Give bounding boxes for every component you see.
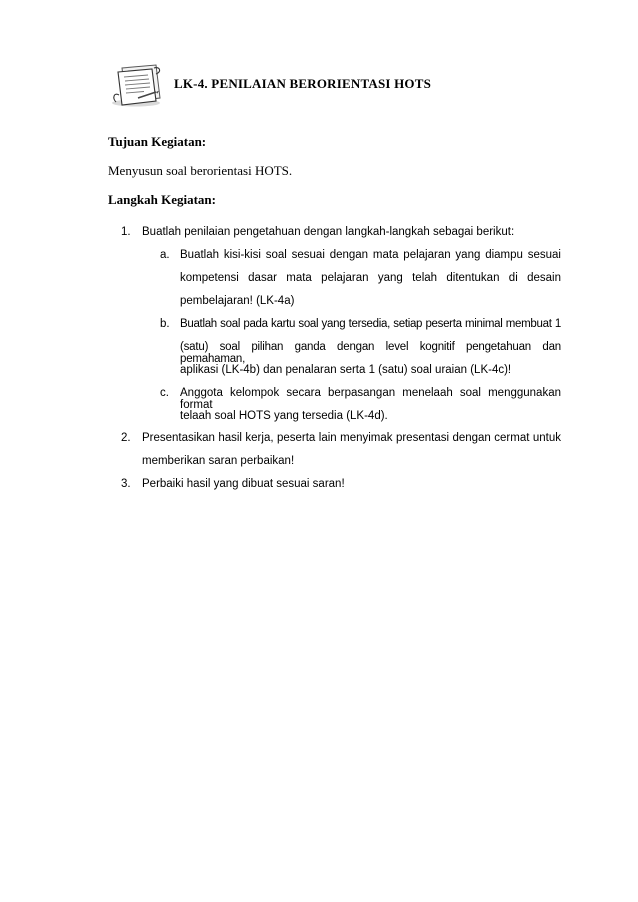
- substep-letter: a.: [160, 249, 170, 261]
- substep-text-line: Anggota kelompok secara berpasangan menelaah soal menggunakan format: [180, 387, 561, 411]
- step-text-line: Perbaiki hasil yang dibuat sesuai saran!: [142, 478, 345, 490]
- worksheet-header: [108, 62, 528, 110]
- step-number: 1.: [121, 226, 131, 238]
- substep-text-line: (satu) soal pilihan ganda dengan level kognitif pengetahuan dan pemahaman,: [180, 341, 561, 365]
- langkah-heading: Langkah Kegiatan:: [108, 192, 216, 207]
- substep-text-line: Buatlah soal pada kartu soal yang tersedia, setiap peserta minimal membuat 1: [180, 318, 561, 330]
- step-text-line: Buatlah penilaian pengetahuan dengan langkah-langkah sebagai berikut:: [142, 226, 515, 238]
- step-number: 3.: [121, 478, 131, 490]
- step-text-line: Presentasikan hasil kerja, peserta lain menyimak presentasi dengan cermat untuk: [142, 432, 561, 444]
- substep-text-line: Buatlah kisi-kisi soal sesuai dengan mata pelajaran yang diampu sesuai: [180, 249, 561, 261]
- substep-text-line: telaah soal HOTS yang tersedia (LK-4d).: [180, 410, 388, 422]
- substep-text-line: kompetensi dasar mata pelajaran yang telah ditentukan di desain: [180, 272, 561, 284]
- substep-text-line: aplikasi (LK-4b) dan penalaran serta 1 (satu) soal uraian (LK-4c)!: [180, 364, 512, 376]
- step-text-line: memberikan saran perbaikan!: [142, 455, 295, 467]
- tujuan-text: Menyusun soal berorientasi HOTS.: [108, 163, 293, 178]
- worksheet-title: LK-4. PENILAIAN BERORIENTASI HOTS: [174, 76, 432, 91]
- substep-text-line: pembelajaran! (LK-4a): [180, 295, 295, 307]
- document-scroll-icon: [108, 62, 166, 108]
- substep-letter: b.: [160, 318, 170, 330]
- tujuan-heading: Tujuan Kegiatan:: [108, 134, 207, 149]
- step-number: 2.: [121, 432, 131, 444]
- substep-letter: c.: [160, 387, 169, 399]
